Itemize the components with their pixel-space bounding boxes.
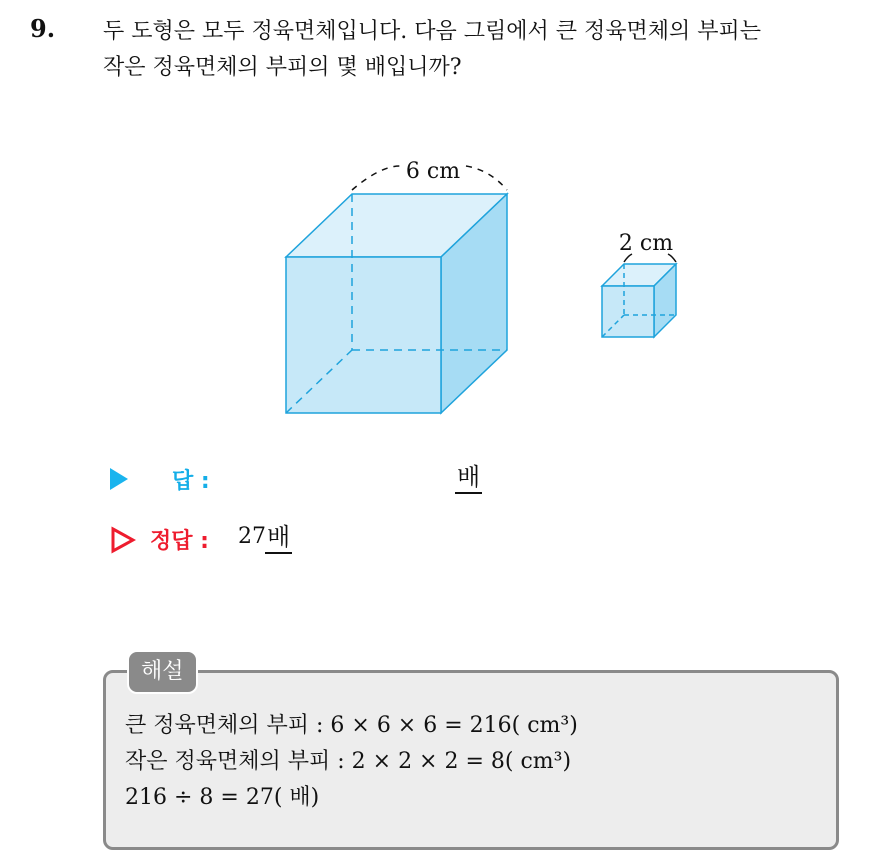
answer-unit[interactable]: 배 <box>455 462 482 494</box>
cube-figure <box>0 140 884 430</box>
correct-answer-unit: 배 <box>265 522 292 554</box>
question-line-2: 작은 정육면체의 부피의 몇 배입니까? <box>103 55 462 80</box>
play-triangle-icon <box>110 468 128 490</box>
solution-line-2: 작은 정육면체의 부피 : 2 × 2 × 2 = 8( cm³) <box>125 749 572 774</box>
correct-answer-row <box>110 522 530 562</box>
large-cube <box>286 159 507 413</box>
answer-row <box>110 462 530 496</box>
large-cube-label: 6 cm <box>405 159 461 184</box>
solution-lines <box>125 708 578 816</box>
answer-label: 답 : <box>172 469 210 494</box>
small-cube <box>602 231 676 337</box>
question-line-1: 두 도형은 모두 정육면체입니다. 다음 그림에서 큰 정육면체의 부피는 <box>103 19 761 44</box>
correct-answer-value: 27 <box>238 524 266 549</box>
question-number: 9. <box>30 14 56 43</box>
question-text <box>103 14 873 86</box>
outline-triangle-icon <box>110 526 136 554</box>
solution-line-3: 216 ÷ 8 = 27( 배) <box>125 785 320 810</box>
solution-tab: 해설 <box>127 650 198 694</box>
small-cube-label: 2 cm <box>618 231 674 256</box>
correct-answer-label: 정답 : <box>150 529 209 554</box>
solution-line-1: 큰 정육면체의 부피 : 6 × 6 × 6 = 216( cm³) <box>125 713 578 738</box>
